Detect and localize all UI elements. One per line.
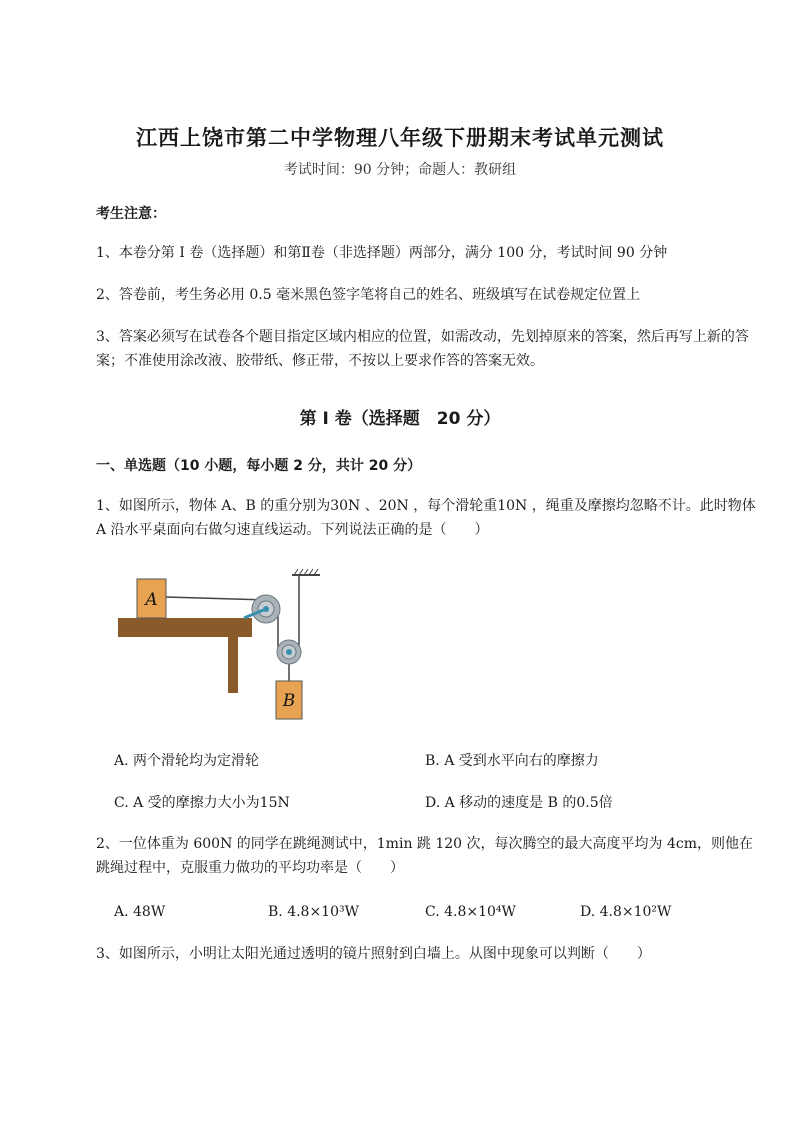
question-2-stem: 2、一位体重为 600N 的同学在跳绳测试中，1min 跳 120 次，每次腾空的最大高度平均为 4cm，则他在跳绳过程中，克服重力做功的平均功率是（ ） xyxy=(96,836,753,876)
pulley-diagram xyxy=(110,565,330,730)
q2-option-a: A. 48W xyxy=(114,904,166,920)
notice-item-3: 3、答案必须写在试卷各个题目指定区域内相应的位置，如需改动，先划掉原来的答案，然后再写上新的答案；不准使用涂改液、胶带纸、修正带，不按以上要求作答的答案无效。 xyxy=(96,329,749,369)
exam-subtitle: 考试时间：90 分钟；命题人：教研组 xyxy=(283,162,517,178)
exam-title: 江西上饶市第二中学物理八年级下册期末考试单元测试 xyxy=(136,126,664,150)
q1-option-b: B. A 受到水平向右的摩擦力 xyxy=(425,753,599,769)
notice-item-1: 1、本卷分第 I 卷（选择题）和第Ⅱ卷（非选择题）两部分，满分 100 分，考试时间 90 分钟 xyxy=(96,245,668,261)
q1-option-a: A. 两个滑轮均为定滑轮 xyxy=(114,753,260,769)
q2-option-c: C. 4.8×10⁴W xyxy=(425,904,516,920)
movable-pulley xyxy=(277,640,301,664)
table-top xyxy=(118,618,252,637)
q2-option-b: B. 4.8×10³W xyxy=(268,904,359,920)
q2-option-d: D. 4.8×10²W xyxy=(580,904,672,920)
block-a-label: A xyxy=(145,590,158,610)
table-leg xyxy=(228,637,238,693)
notice-heading: 考生注意： xyxy=(96,206,166,222)
q1-option-d: D. A 移动的速度是 B 的0.5倍 xyxy=(425,795,613,811)
question-3-stem: 3、如图所示，小明让太阳光通过透明的镜片照射到白墙上。从图中现象可以判断（ ） xyxy=(96,946,651,962)
block-b-label: B xyxy=(282,691,296,711)
notice-item-2: 2、答卷前，考生务必用 0.5 毫米黑色签字笔将自己的姓名、班级填写在试卷规定位置上 xyxy=(96,287,641,303)
q1-option-c: C. A 受的摩擦力大小为15N xyxy=(114,795,290,811)
part-heading: 一、单选题（10 小题，每小题 2 分，共计 20 分） xyxy=(96,458,422,474)
section-title: 第 I 卷（选择题 20 分） xyxy=(299,409,501,429)
rope-horizontal xyxy=(166,597,266,600)
question-1-stem: 1、如图所示，物体 A、B 的重分别为30N 、20N ，每个滑轮重10N ，绳重及摩擦均忽略不计。此时物体 A 沿水平桌面向右做匀速直线运动。下列说法正确的是（ ） xyxy=(96,498,756,538)
